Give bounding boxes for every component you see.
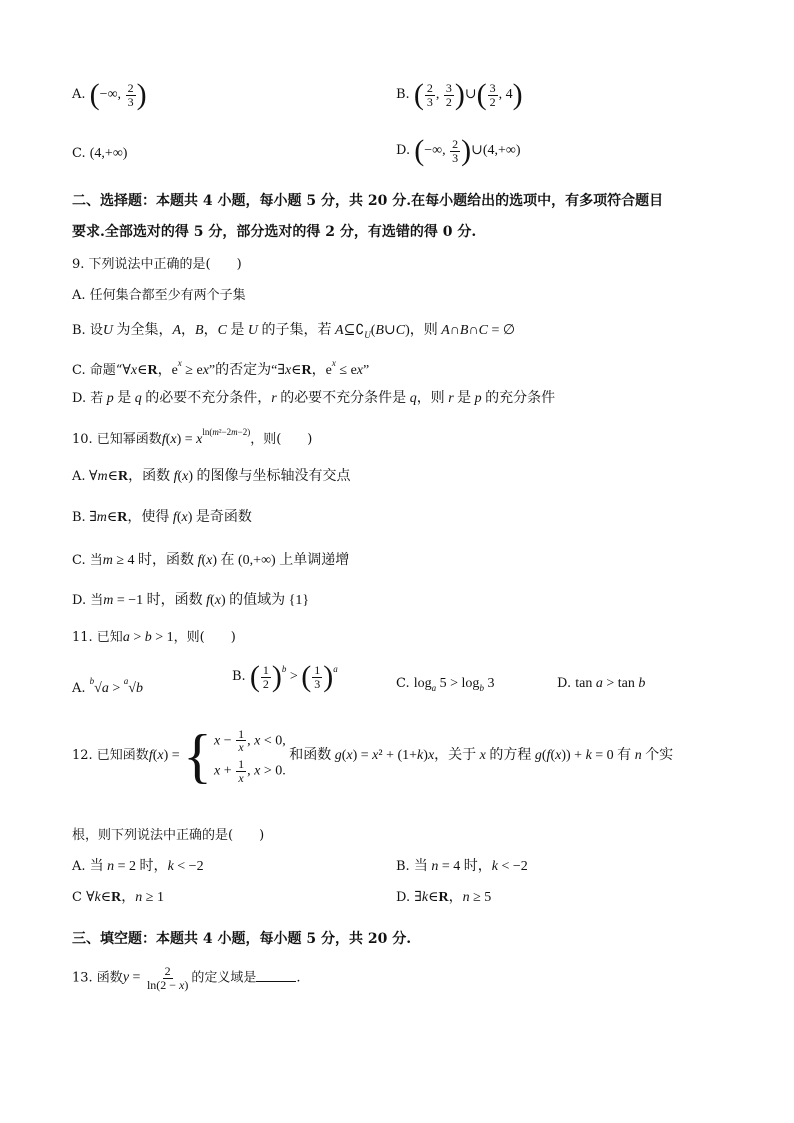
q10-option-c bbox=[72, 554, 349, 568]
answer-blank[interactable] bbox=[256, 969, 296, 982]
math-expression: ∀x∈R，$e^x$ ≥ ex”的否定为“∃x∈R，$e^x$ ≤ ex” bbox=[122, 358, 370, 378]
section-2-heading-line2: 要求.全部选对的得 5 分，部分选对的得 2 分，有选错的得 0 分. bbox=[72, 224, 477, 240]
stem-tail: ，则( ) bbox=[250, 432, 313, 447]
math-expression: $f(x) = x^{ln(m^2-2m-2)}$ bbox=[161, 427, 251, 447]
stem-label: 10. 已知幂函数 bbox=[72, 432, 162, 447]
math-expression: U 为全集，A，B，C 是 U 的子集，若 $A⊆∁_U(B\cup C)$，则 A∩B∩C = ∅ bbox=[102, 323, 516, 340]
option-label: C. 当 bbox=[72, 553, 103, 568]
section-3-heading: 三、填空题：本题共 4 小题，每小题 5 分，共 20 分. bbox=[72, 931, 412, 947]
math-expression: ( $\frac{1}{2}$ )$^b$ > ( $\frac{1}{3}$ )$^a$ bbox=[249, 660, 338, 693]
math-expression: ∀k∈R，n ≥ 1 bbox=[86, 890, 164, 905]
q10-option-d bbox=[72, 594, 309, 608]
prev-option-a bbox=[72, 80, 147, 110]
math-expression: ∃k∈R，n ≥ 5 bbox=[414, 890, 492, 905]
q11-option-b: B. ( $\frac{1}{2}$ )$^b$ > ( $\frac{1}{3}$ )$^a$ bbox=[232, 660, 338, 693]
math-expression: y = $\frac{2}{\ln(2 - x)}$ bbox=[122, 964, 189, 992]
option-label: B. bbox=[72, 510, 86, 525]
stem-label: 12. 已知函数 bbox=[72, 748, 149, 764]
math-expression: $\log_a 5 > \log_b 3$ bbox=[413, 676, 495, 693]
math-expression: (−∞, $\frac{2}{3}$ )∪(4,+∞) bbox=[414, 134, 521, 167]
q9-option-b bbox=[72, 324, 515, 340]
math-expression: tan a > tan b bbox=[575, 676, 646, 691]
q12-option-a: A. 当 n = 2 时，k < −2 bbox=[72, 859, 204, 874]
q13-stem: 13. 函数y = $\frac{2}{\ln(2 - x)}$ 的定义域是 . bbox=[72, 964, 301, 992]
option-label: C. 命题“ bbox=[72, 363, 123, 378]
stem-tail: ，则( ) bbox=[173, 630, 236, 645]
option-label: D. 当 bbox=[72, 593, 104, 608]
stem-tail: 的定义域是 bbox=[191, 970, 257, 986]
q12-option-b: B. 当 n = 4 时，k < −2 bbox=[396, 859, 528, 874]
math-expression: 当 n = 2 时，k < −2 bbox=[89, 859, 204, 874]
prev-option-b bbox=[396, 80, 523, 110]
math-expression: 当 n = 4 时，k < −2 bbox=[413, 859, 528, 874]
option-label: C. bbox=[72, 146, 86, 161]
q11-option-d: D. tan a > tan b bbox=[557, 676, 646, 691]
math-expression: m ≥ 4 时，函数 f(x) 在 (0,+∞) 上单调递增 bbox=[102, 553, 350, 568]
prev-option-d bbox=[396, 136, 521, 166]
math-expression: ∃m∈R，使得 f(x) 是奇函数 bbox=[85, 510, 252, 525]
math-expression: a > b > 1 bbox=[122, 630, 174, 645]
q10-option-a bbox=[72, 470, 351, 484]
option-label: D. bbox=[396, 143, 411, 159]
q11-option-c: C. $\log_a 5 > \log_b 3$ bbox=[396, 676, 495, 693]
q12-option-c: C ∀k∈R，n ≥ 1 bbox=[72, 890, 164, 905]
option-label: A. bbox=[72, 87, 86, 103]
math-expression: (−∞, $\frac{2}{3}$ ) bbox=[89, 78, 147, 111]
math-expression: $^b$√a > $^a$√b bbox=[89, 676, 143, 696]
q12-option-d: D. ∃k∈R，n ≥ 5 bbox=[396, 890, 492, 905]
math-expression: ( $\frac{2}{3}$ , $\frac{3}{2}$ )∪( $\frac{3}{2}$ , 4) bbox=[413, 78, 523, 111]
q9-option-c bbox=[72, 359, 369, 378]
prev-option-c bbox=[72, 147, 127, 161]
stem-label: 13. 函数 bbox=[72, 970, 123, 986]
q11-stem bbox=[72, 631, 236, 645]
q12-stem bbox=[72, 723, 674, 789]
section-2-heading-line1: 二、选择题：本题共 4 小题，每小题 5 分，共 20 分.在每小题给出的选项中，有多项符合题目 bbox=[72, 193, 664, 209]
math-expression: p 是 q 的必要不充分条件，r 的必要不充分条件是 q，则 r 是 p 的充分条件 bbox=[106, 391, 556, 406]
q12-stem-cont: 根，则下列说法中正确的是( ) bbox=[72, 828, 265, 843]
option-label: B. bbox=[396, 87, 410, 103]
math-expression: m = −1 时，函数 f(x) 的值域为 {1} bbox=[103, 593, 310, 608]
option-label: A. bbox=[72, 469, 86, 484]
math-expression: (4,+∞) bbox=[89, 146, 128, 161]
q10-option-b bbox=[72, 511, 252, 525]
q9-option-d bbox=[72, 392, 555, 406]
q11-option-a: A. $^b$√a > $^a$√b bbox=[72, 676, 143, 696]
q10-stem bbox=[72, 428, 312, 447]
stem-label: 11. 已知 bbox=[72, 630, 123, 645]
q9-option-a: A. 任何集合都至少有两个子集 bbox=[72, 288, 246, 303]
math-expression: ∀m∈R，函数 f(x) 的图像与坐标轴没有交点 bbox=[85, 469, 351, 484]
q9-stem: 9. 下列说法中正确的是( ) bbox=[72, 257, 242, 272]
option-label: D. 若 bbox=[72, 391, 104, 406]
math-expression: f(x) = { x − $\frac{1}{x}$ , x < 0, x + $\frac{1}{x}$ , x > 0. 和函数 g(x) = x² + (1+k)x，关于 x 的方程 g(f(x)) + k = 0 有 n 个实 bbox=[148, 723, 674, 789]
option-label: B. 设 bbox=[72, 323, 103, 338]
